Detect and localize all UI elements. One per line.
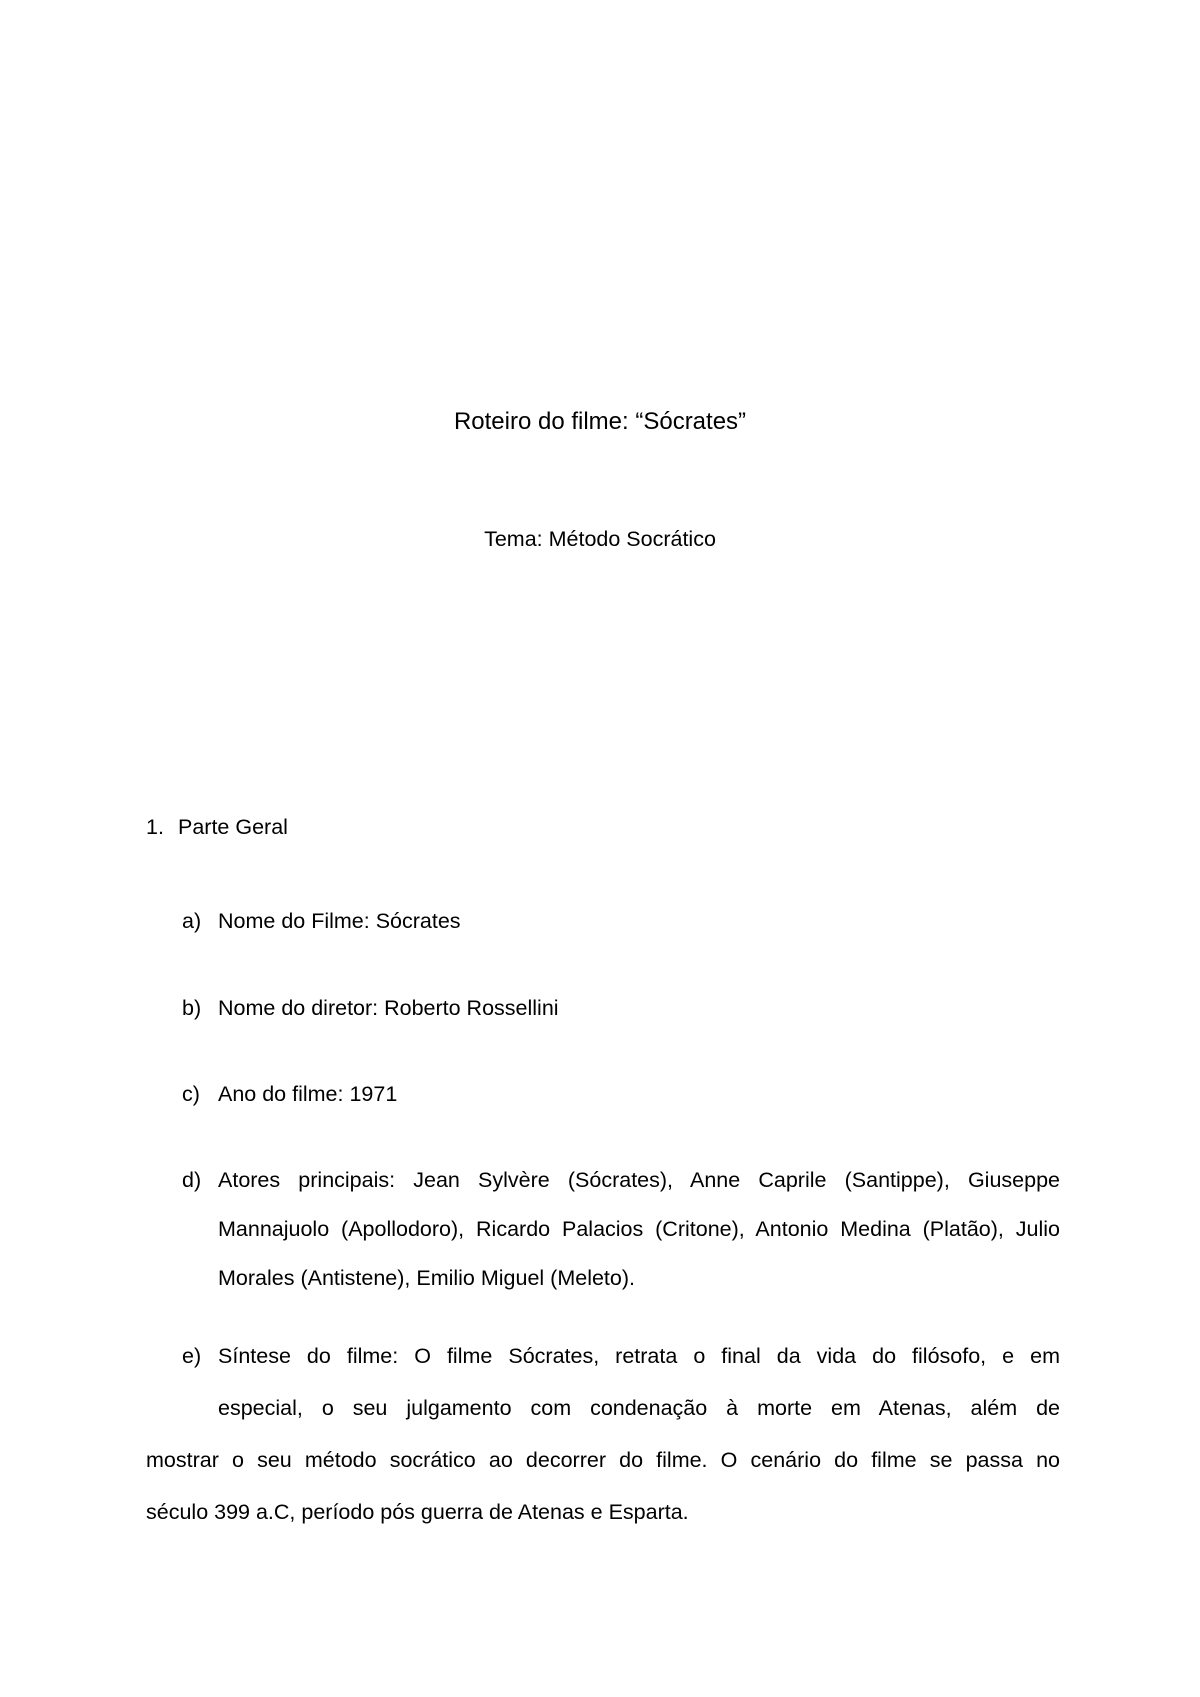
list-item [182,984,1060,1033]
synopsis-line-2: especial, o seu julgamento com condenação à morte em Atenas, além de [218,1396,1060,1420]
document-theme: Tema: Método Socrático [484,527,716,551]
section-label: Parte Geral [178,815,288,839]
list-item-text: Nome do diretor: Roberto Rossellini [218,996,559,1020]
list-item-text: Ano do filme: 1971 [218,1082,398,1106]
list-item-text: Nome do Filme: Sócrates [218,909,461,933]
section-heading [146,813,288,841]
list-item [182,1070,1060,1119]
synopsis-line-3: mostrar o seu método socrático ao decorrer do filme. O cenário do filme se passa no [146,1448,1060,1472]
section-number: 1. [146,815,164,839]
synopsis-line-1: Síntese do filme: O filme Sócrates, retrata o final da vida do filósofo, e em [218,1344,1060,1368]
list-item-synopsis [146,1330,1060,1538]
list-item-marker: a) [182,909,202,933]
list-item-text: Atores principais: Jean Sylvère (Sócrates), Anne Caprile (Santippe), Giuseppe Mannajuolo (Apollodoro), Ricardo Palacios (Critone), Antonio Medina (Platão), Julio Morales (Antistene), Emilio Miguel (Meleto). [218,1168,1060,1290]
document-title: Roteiro do filme: “Sócrates” [453,408,747,435]
list-item-marker: e) [182,1344,202,1368]
list-item-marker: b) [182,996,202,1020]
synopsis-first-lines [182,1330,1060,1434]
synopsis-line-4: século 399 a.C, período pós guerra de Atenas e Esparta. [146,1500,689,1524]
list-item [182,1156,1060,1303]
list-item [182,897,1060,946]
list-item-marker: d) [182,1168,202,1192]
synopsis-continuation [146,1434,1060,1538]
list-item-marker: c) [182,1082,200,1106]
